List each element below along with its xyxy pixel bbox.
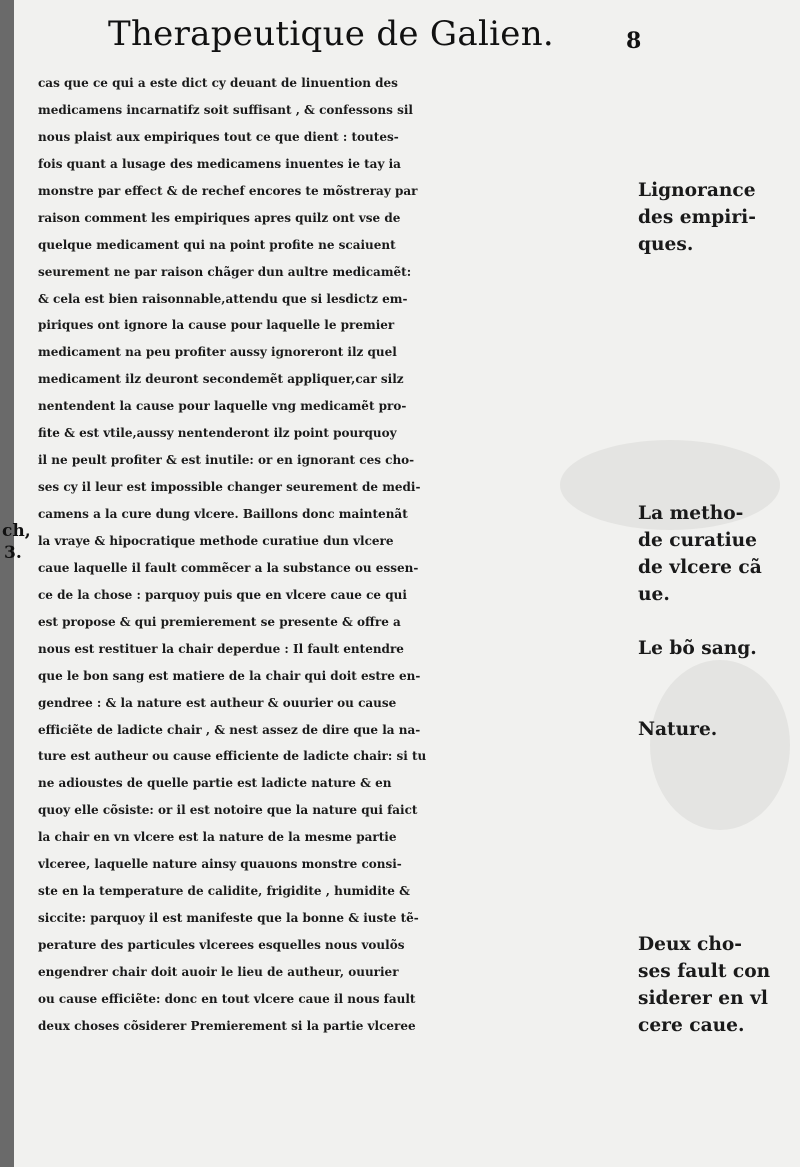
text-line: efficiẽte de ladicte chair , & nest assez de dire que la na-: [38, 722, 421, 737]
text-line: ses cy il leur est impossible changer seurement de medi-: [38, 480, 421, 495]
text-line: ou cause efficiẽte: donc en tout vlcere caue il nous fault: [38, 991, 416, 1006]
running-head-title: Therapeutique de Galien.: [108, 14, 555, 54]
text-line: & cela est bien raisonnable,attendu que si lesdictz em-: [38, 291, 408, 306]
text-line: caue laquelle il fault commẽcer a la substance ou essen-: [38, 560, 419, 575]
text-line: gendree : & la nature est autheur & ouurier ou cause: [38, 695, 397, 710]
marginal-note: de curatiue: [638, 530, 757, 552]
text-line: medicamens incarnatifz soit suffisant , & confessons sil: [38, 102, 413, 117]
text-line: ne adioustes de quelle partie est ladicte nature & en: [38, 776, 392, 791]
text-line: camens a la cure dung vlcere. Baillons donc maintenãt: [38, 507, 408, 521]
marginal-note: La metho-: [638, 503, 744, 525]
text-line: engendrer chair doit auoir le lieu de autheur, ouurier: [38, 964, 399, 979]
text-line: monstre par effect & de rechef encores te mõstreray par: [38, 183, 418, 198]
marginal-note: ques.: [638, 233, 694, 255]
page-number: 8: [626, 28, 642, 54]
margin-mark-number: 3.: [4, 543, 22, 563]
marginal-note: ue.: [638, 584, 670, 606]
text-line: seurement ne par raison chãger dun aultre medicamẽt:: [38, 264, 412, 279]
text-line: siccite: parquoy il est manifeste que la bonne & iuste tẽ-: [38, 911, 419, 926]
text-line: fite & est vtile,aussy nentenderont ilz point pourquoy: [38, 426, 397, 441]
text-line: fois quant a lusage des medicamens inuentes ie tay ia: [38, 156, 401, 171]
text-line: deux choses cõsiderer Premierement si la partie vlceree: [38, 1018, 416, 1033]
text-line: nous est restituer la chair deperdue : Il fault entendre: [38, 641, 404, 656]
text-line: nentendent la cause pour laquelle vng medicamẽt pro-: [38, 399, 407, 414]
text-line: est propose & qui premierement se presente & offre a: [38, 614, 401, 629]
text-line: la chair en vn vlcere est la nature de la mesme partie: [38, 830, 397, 845]
text-line: medicament ilz deuront secondemẽt appliquer,car silz: [38, 372, 404, 387]
text-line: ture est autheur ou cause efficiente de ladicte chair: si tu: [38, 749, 427, 764]
text-line: cas que ce qui a este dict cy deuant de linuention des: [38, 76, 398, 90]
text-line: ste en la temperature de calidite, frigidite , humidite &: [38, 884, 410, 899]
text-line: perature des particules vlcerees esquelles nous voulõs: [38, 938, 405, 952]
marginal-note: Lignorance: [638, 179, 756, 201]
text-line: piriques ont ignore la cause pour laquelle le premier: [38, 318, 395, 333]
text-line: ce de la chose : parquoy puis que en vlcere caue ce qui: [38, 587, 407, 602]
text-line: quelque medicament qui na point profite ne scaiuent: [38, 237, 396, 252]
marginal-note: Le bõ sang.: [638, 637, 757, 659]
marginal-note: ses fault con: [638, 961, 771, 983]
margin-mark-chapter: ch,: [2, 521, 31, 541]
text-line: la vraye & hipocratique methode curatiue dun vlcere: [38, 533, 394, 548]
marginal-note: de vlcere cã: [638, 557, 762, 579]
text-line: raison comment les empiriques apres quilz ont vse de: [38, 210, 401, 225]
paper-stain: [650, 660, 790, 830]
marginal-note: cere caue.: [638, 1015, 745, 1037]
text-line: quoy elle cõsiste: or il est notoire que la nature qui faict: [38, 803, 418, 818]
text-line: nous plaist aux empiriques tout ce que dient : toutes-: [38, 129, 399, 144]
text-line: medicament na peu profiter aussy ignoreront ilz quel: [38, 345, 397, 360]
marginal-note: Nature.: [638, 718, 718, 740]
marginal-note: des empiri-: [638, 206, 756, 228]
page-gutter: [0, 0, 14, 1167]
marginal-note: siderer en vl: [638, 988, 768, 1010]
body-text: [38, 70, 638, 1040]
text-line: il ne peult profiter & est inutile: or en ignorant ces cho-: [38, 453, 415, 468]
text-line: vlceree, laquelle nature ainsy quauons monstre consi-: [38, 857, 402, 872]
marginal-note: Deux cho-: [638, 934, 742, 956]
text-line: que le bon sang est matiere de la chair qui doit estre en-: [38, 668, 421, 683]
